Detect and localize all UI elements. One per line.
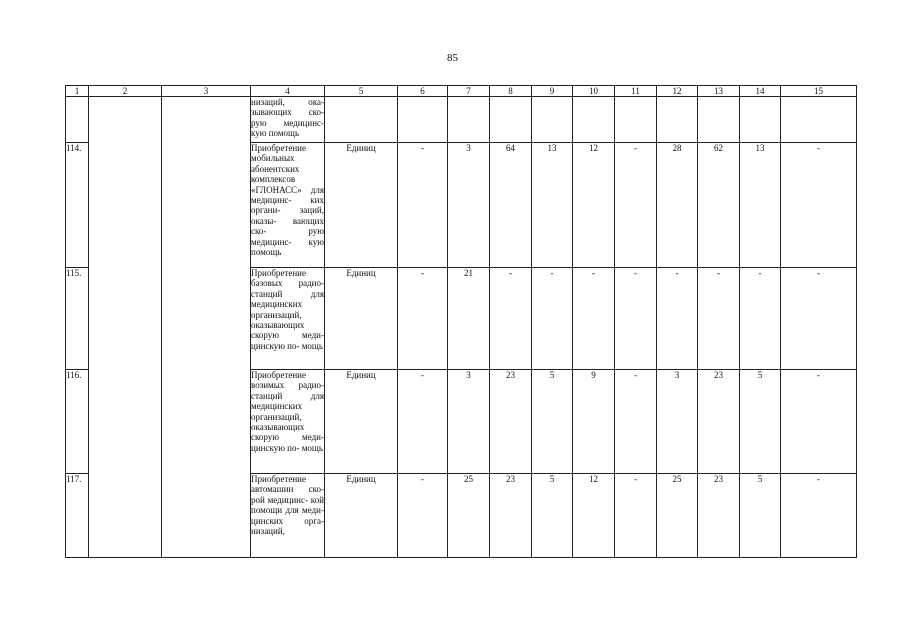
value-cell (615, 97, 657, 143)
value-cell: - (657, 268, 698, 370)
value-cell: 3 (657, 370, 698, 474)
value-cell (398, 97, 448, 143)
column-header: 4 (251, 86, 325, 97)
value-cell: 25 (657, 474, 698, 558)
value-cell: - (398, 474, 448, 558)
row-number-cell (66, 97, 89, 143)
value-cell: 5 (532, 370, 573, 474)
data-table (65, 85, 857, 558)
value-cell (657, 97, 698, 143)
value-cell: 5 (740, 474, 781, 558)
value-cell: 9 (573, 370, 615, 474)
column-header: 3 (162, 86, 251, 97)
value-cell: 64 (490, 143, 532, 268)
column-header: 13 (698, 86, 740, 97)
column-2-merged-cell (89, 97, 162, 558)
value-cell: 23 (490, 474, 532, 558)
column-header: 6 (398, 86, 448, 97)
row-number: 116. (66, 370, 89, 474)
value-cell (573, 97, 615, 143)
value-cell: - (615, 474, 657, 558)
row-unit: Единиц (325, 143, 398, 268)
value-cell: - (740, 268, 781, 370)
value-cell: - (490, 268, 532, 370)
column-header: 2 (89, 86, 162, 97)
value-cell: - (615, 370, 657, 474)
value-cell: - (398, 268, 448, 370)
unit-cell (325, 97, 398, 143)
value-cell: - (615, 143, 657, 268)
row-unit: Единиц (325, 474, 398, 558)
row-name: Приобретение возимых радио- станций для медицинских организаций, оказывающих скорую меди- цинскую по- мощь (251, 370, 325, 474)
value-cell: 23 (698, 370, 740, 474)
column-3-merged-cell (162, 97, 251, 558)
page-number: 85 (447, 52, 458, 64)
table-header-row (66, 86, 857, 97)
column-header: 15 (781, 86, 857, 97)
value-cell: 21 (448, 268, 490, 370)
value-cell: 12 (573, 143, 615, 268)
value-cell: 13 (740, 143, 781, 268)
value-cell: 23 (490, 370, 532, 474)
value-cell: - (781, 474, 857, 558)
column-header: 14 (740, 86, 781, 97)
value-cell: 3 (448, 143, 490, 268)
value-cell: - (698, 268, 740, 370)
row-number: 115. (66, 268, 89, 370)
column-header: 11 (615, 86, 657, 97)
value-cell (532, 97, 573, 143)
value-cell (781, 97, 857, 143)
row-number: 117. (66, 474, 89, 558)
value-cell (740, 97, 781, 143)
column-header: 1 (66, 86, 89, 97)
value-cell: 5 (532, 474, 573, 558)
value-cell: - (781, 143, 857, 268)
value-cell: 5 (740, 370, 781, 474)
value-cell: 3 (448, 370, 490, 474)
row-unit: Единиц (325, 268, 398, 370)
column-header: 5 (325, 86, 398, 97)
value-cell: 23 (698, 474, 740, 558)
value-cell: - (615, 268, 657, 370)
value-cell (448, 97, 490, 143)
column-header: 8 (490, 86, 532, 97)
table-row-continuation (66, 97, 857, 143)
value-cell: 25 (448, 474, 490, 558)
row-name: Приобретение автомашин ско- рой медицинс- кой помощи для меди- цинских орга- низаций, (251, 474, 325, 558)
row-name: Приобретение базовых радио- станций для медицинских организаций, оказывающих скорую меди- цинскую по- мощь (251, 268, 325, 370)
row-name: Приобретение мобильных абонентских комплексов «ГЛОНАСС» для медицинс- ких органи- заций, оказы- вающих ско- рую медицинс- кую помощь (251, 143, 325, 268)
value-cell: - (781, 268, 857, 370)
value-cell: 28 (657, 143, 698, 268)
value-cell: - (398, 143, 448, 268)
value-cell (698, 97, 740, 143)
column-header: 7 (448, 86, 490, 97)
column-header: 12 (657, 86, 698, 97)
row-name: низаций, ока- зывающих ско- рую медицинс- кую помощь (251, 97, 325, 143)
value-cell: 12 (573, 474, 615, 558)
value-cell: - (573, 268, 615, 370)
column-header: 9 (532, 86, 573, 97)
value-cell: 13 (532, 143, 573, 268)
value-cell (490, 97, 532, 143)
row-unit: Единиц (325, 370, 398, 474)
row-number: 114. (66, 143, 89, 268)
column-header: 10 (573, 86, 615, 97)
value-cell: - (532, 268, 573, 370)
value-cell: 62 (698, 143, 740, 268)
value-cell: - (398, 370, 448, 474)
value-cell: - (781, 370, 857, 474)
